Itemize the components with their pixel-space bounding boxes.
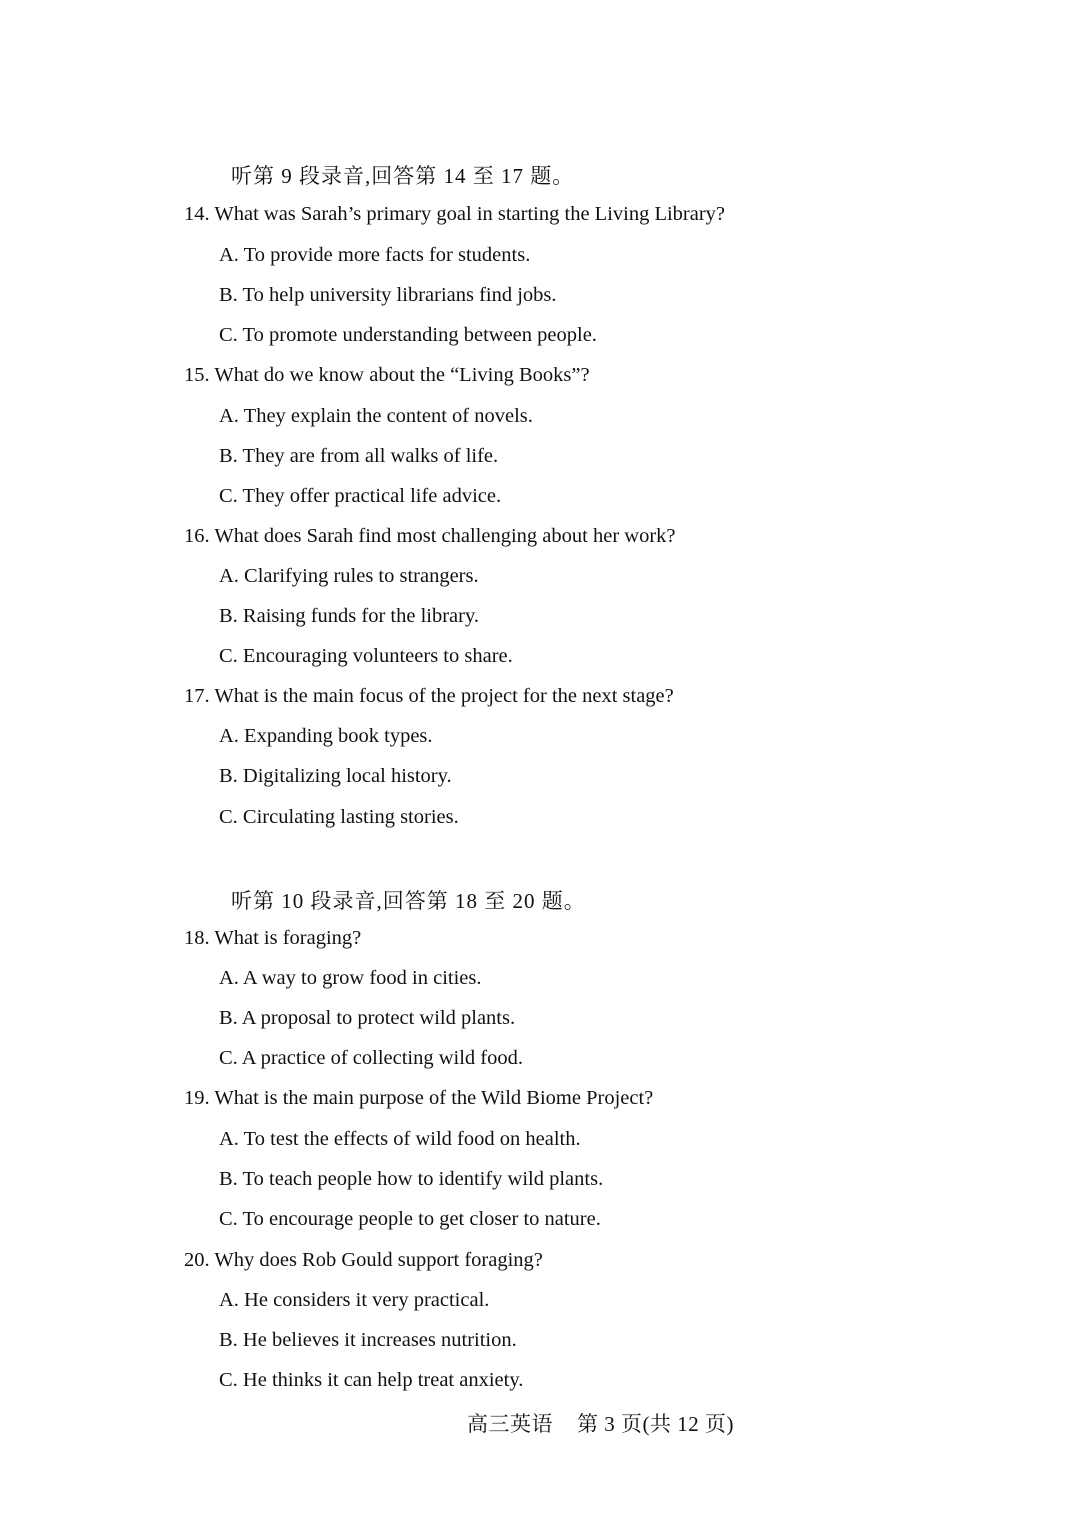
option-18-c: C. A practice of collecting wild food. (219, 1047, 524, 1069)
option-20-a: A. He considers it very practical. (219, 1289, 490, 1311)
option-14-b: B. To help university librarians find jobs. (219, 284, 557, 306)
option-20-b: B. He believes it increases nutrition. (219, 1329, 517, 1351)
option-17-b: B. Digitalizing local history. (219, 765, 452, 787)
option-19-a: A. To test the effects of wild food on health. (219, 1128, 581, 1150)
option-15-c: C. They offer practical life advice. (219, 485, 502, 507)
option-14-a: A. To provide more facts for students. (219, 244, 531, 266)
question-stem-16: 16. What does Sarah find most challenging about her work? (184, 525, 676, 547)
question-stem-14: 14. What was Sarah’s primary goal in starting the Living Library? (184, 203, 726, 225)
option-19-b: B. To teach people how to identify wild plants. (219, 1168, 604, 1190)
section-heading: 听第 9 段录音,回答第 14 至 17 题。 (231, 164, 575, 188)
option-19-c: C. To encourage people to get closer to nature. (219, 1208, 601, 1230)
option-14-c: C. To promote understanding between people. (219, 324, 597, 346)
question-stem-20: 20. Why does Rob Gould support foraging? (184, 1249, 543, 1271)
option-16-c: C. Encouraging volunteers to share. (219, 645, 513, 667)
option-15-b: B. They are from all walks of life. (219, 445, 499, 467)
option-18-b: B. A proposal to protect wild plants. (219, 1007, 516, 1029)
question-stem-15: 15. What do we know about the “Living Books”? (184, 364, 590, 386)
option-15-a: A. They explain the content of novels. (219, 405, 533, 427)
question-stem-17: 17. What is the main focus of the project for the next stage? (184, 685, 674, 707)
option-18-a: A. A way to grow food in cities. (219, 967, 482, 989)
option-20-c: C. He thinks it can help treat anxiety. (219, 1369, 524, 1391)
option-16-b: B. Raising funds for the library. (219, 605, 480, 627)
option-17-a: A. Expanding book types. (219, 725, 433, 747)
question-stem-19: 19. What is the main purpose of the Wild Biome Project? (184, 1087, 654, 1109)
footer-subject: 高三英语 (467, 1412, 553, 1436)
page-footer (467, 1408, 734, 1438)
section-heading: 听第 10 段录音,回答第 18 至 20 题。 (231, 889, 586, 913)
footer-page-number: 第 3 页(共 12 页) (577, 1412, 734, 1436)
option-16-a: A. Clarifying rules to strangers. (219, 565, 479, 587)
question-stem-18: 18. What is foraging? (184, 927, 362, 949)
option-17-c: C. Circulating lasting stories. (219, 806, 459, 828)
